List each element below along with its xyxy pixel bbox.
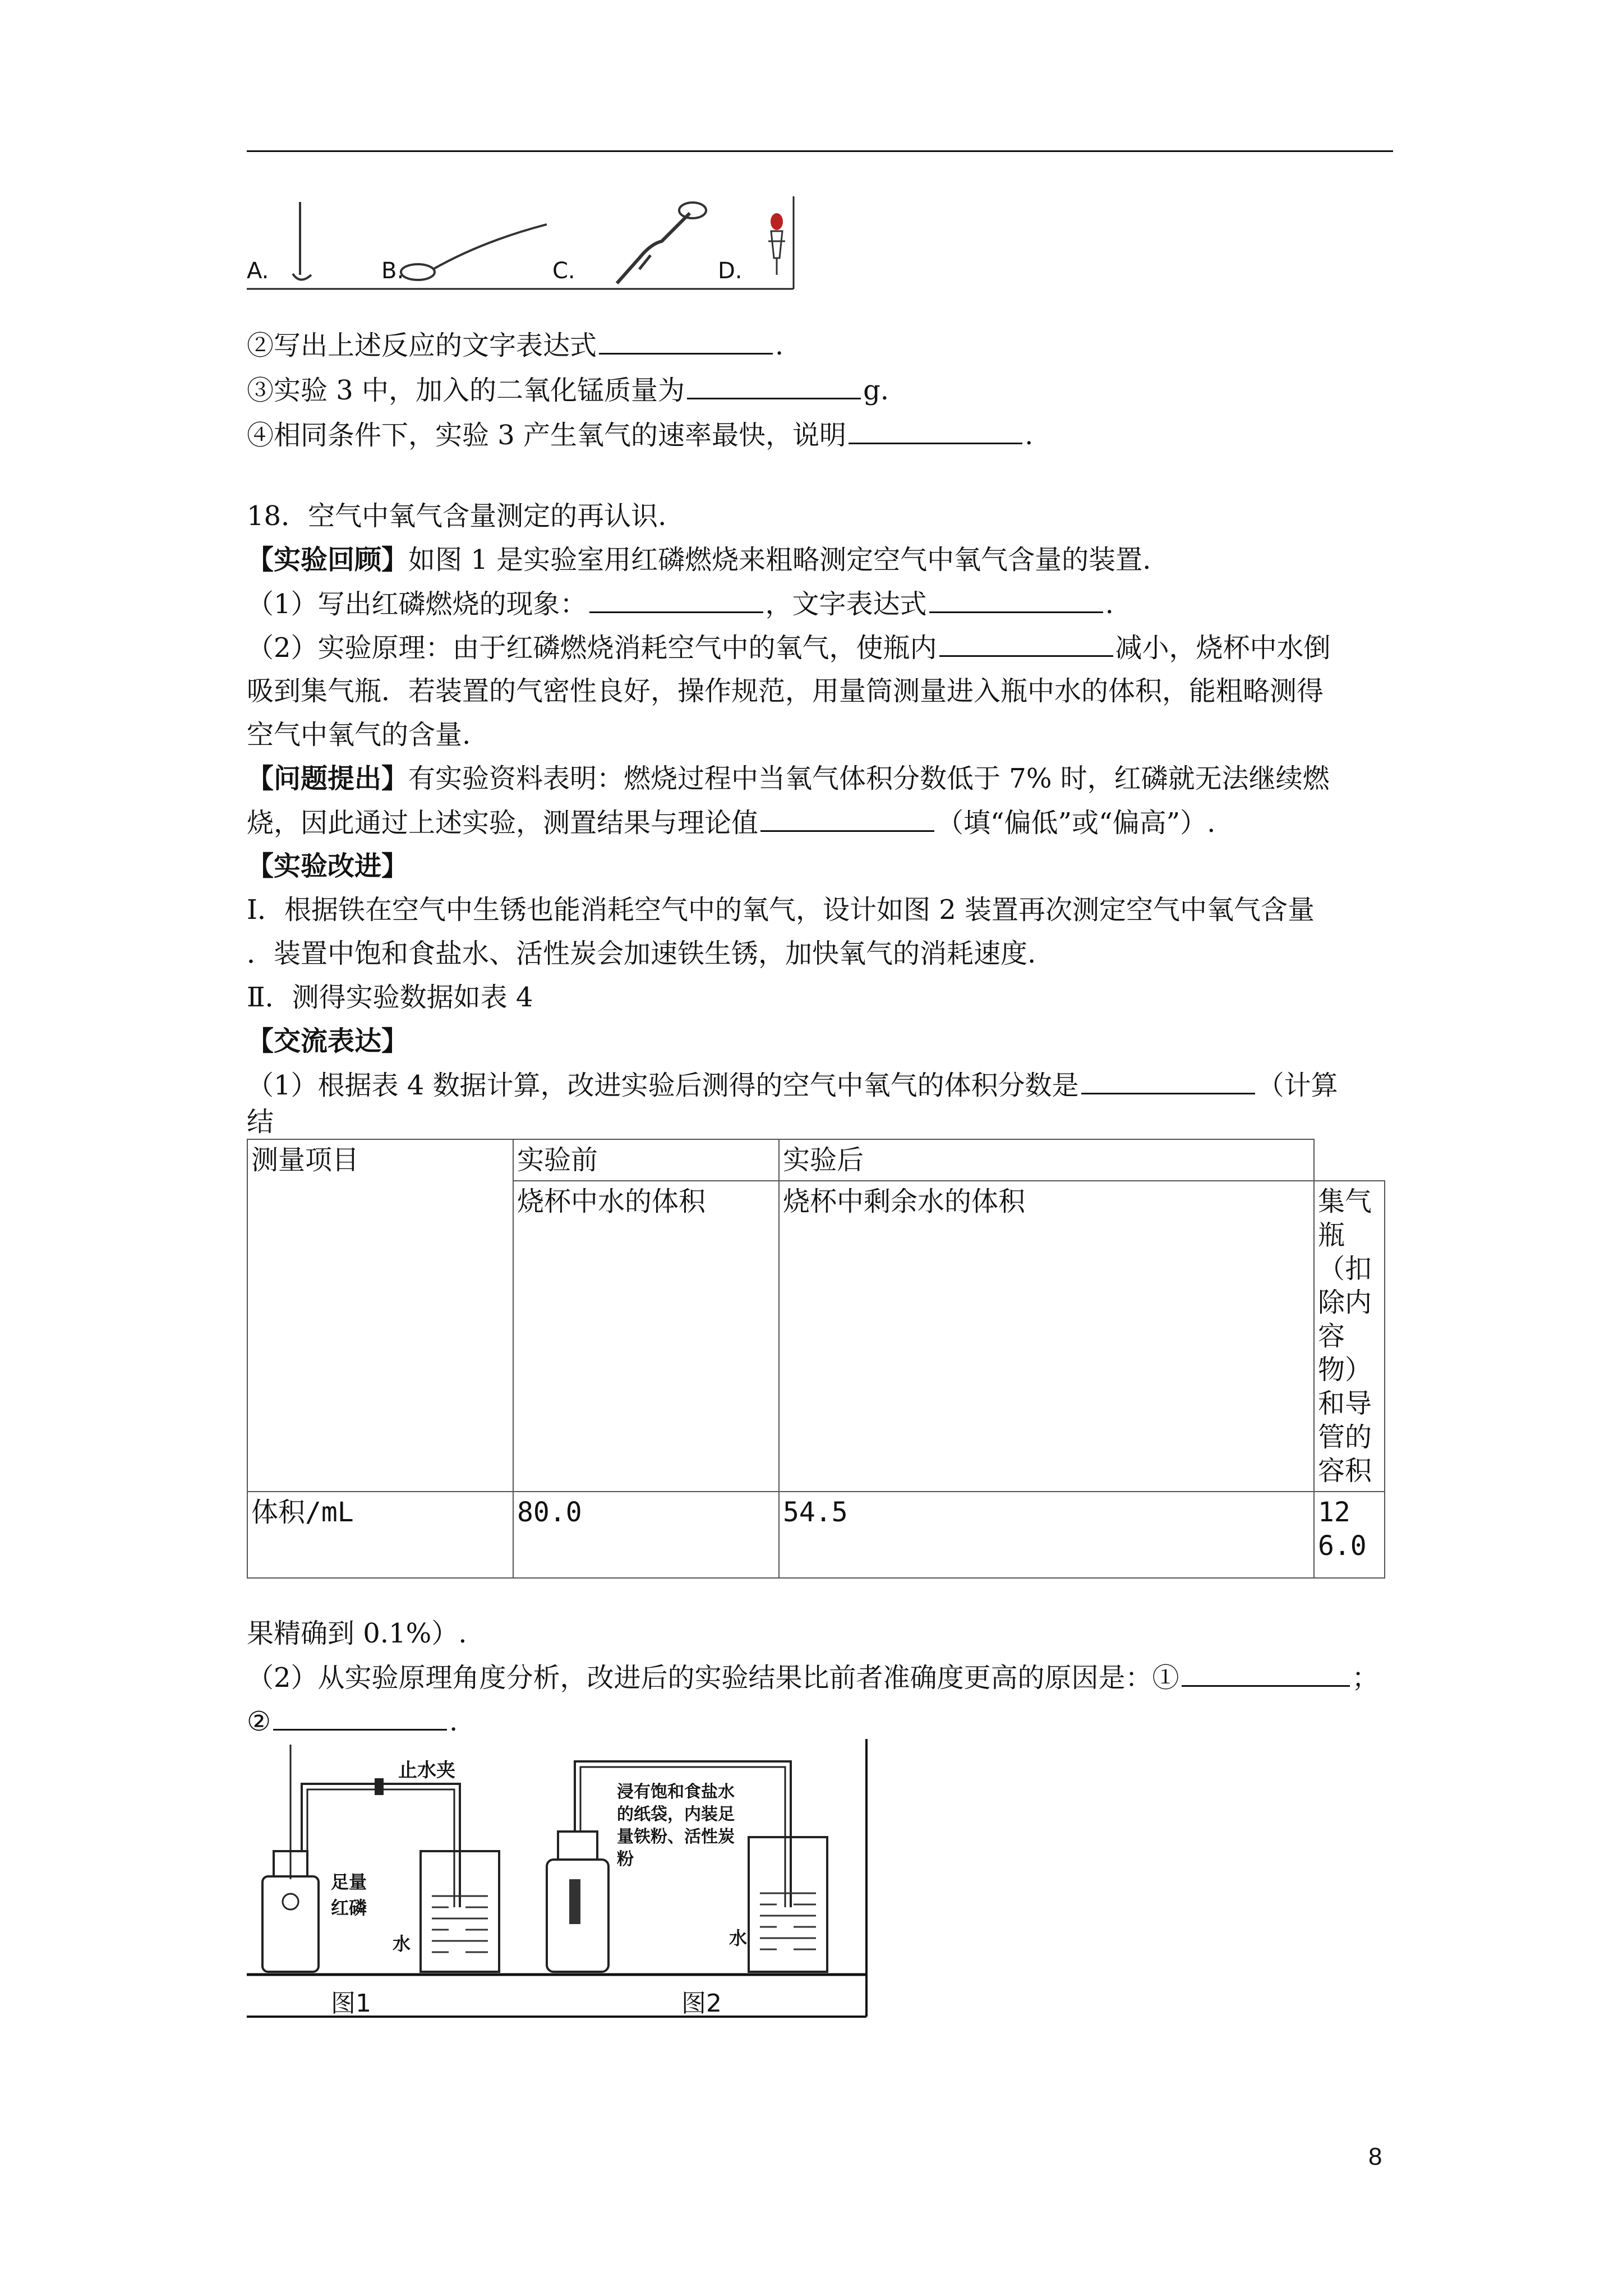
question-4-end: . <box>1025 420 1034 451</box>
question-2-end: . <box>775 330 784 361</box>
table-row <box>247 1492 1385 1578</box>
improve-2: Ⅱ．测得实验数据如表 4 <box>247 982 533 1013</box>
question-18-title: 18．空气中氧气含量测定的再认识. <box>247 500 667 532</box>
tool-label-d: D. <box>718 258 743 284</box>
answer-blank <box>760 806 934 832</box>
part-2-line-1 <box>247 631 1331 665</box>
exchange-2-end: . <box>449 1706 458 1737</box>
figure-2-water-label: 水 <box>729 1927 748 1949</box>
table-cell: 126.0 <box>1314 1492 1385 1578</box>
answer-blank <box>1081 1068 1255 1094</box>
answer-blank <box>1182 1660 1350 1687</box>
exchange-2-text: （2）从实验原理角度分析，改进后的实验结果比前者准确度更高的原因是：① <box>247 1662 1179 1694</box>
part-2-text: （2）实验原理：由于红磷燃烧消耗空气中的氧气，使瓶内 <box>247 632 937 664</box>
answer-blank <box>273 1704 447 1731</box>
table-cell <box>1314 1139 1385 1181</box>
exchange-1 <box>247 1068 1338 1102</box>
question-3-text: ③实验 3 中，加入的二氧化锰质量为 <box>247 375 685 406</box>
section-heading: 【实验改进】 <box>247 850 409 882</box>
exchange-2 <box>247 1660 1379 1695</box>
table-cell: 体积/mL <box>247 1492 513 1578</box>
lab-tools-illustration <box>247 191 796 292</box>
figure-1-caption: 图1 <box>331 1989 371 2018</box>
exchange-2-end: ； <box>1352 1662 1379 1694</box>
section-text: 如图 1 是实验室用红磷燃烧来粗略测定空气中氧气含量的装置. <box>408 544 1151 576</box>
part-1 <box>247 587 1114 621</box>
dropper-icon <box>768 213 785 275</box>
figure-1-water-label: 水 <box>393 1933 411 1954</box>
table-cell: 烧杯中剩余水的体积 <box>779 1181 1314 1492</box>
exchange-1-line-2: 结 <box>247 1106 274 1138</box>
question-3 <box>247 373 889 407</box>
figure-2-caption: 图2 <box>681 1989 722 2018</box>
problem-text: 烧，因此通过上述实验，测置结果与理论值 <box>247 807 759 839</box>
crucible-tongs-icon <box>617 203 706 283</box>
table-cell: 80.0 <box>513 1492 779 1578</box>
table-row <box>247 1139 1385 1181</box>
improve-1-line-2: ．装置中饱和食盐水、活性炭会加速铁生锈，加快氧气的消耗速度. <box>247 938 1036 969</box>
water-clamp-icon <box>375 1778 384 1795</box>
figure-2-note-label: 浸有饱和食盐水的纸袋，内装足量铁粉、活性炭粉 <box>617 1782 735 1869</box>
medicine-spoon-icon <box>401 224 547 280</box>
table-cell: 集气瓶（扣除内容物）和导管的容积 <box>1314 1181 1385 1492</box>
question-2 <box>247 328 783 362</box>
table-cell: 测量项目 <box>247 1139 513 1492</box>
after-table: 果精确到 0.1%）. <box>247 1618 467 1649</box>
tool-label-b: B. <box>381 258 404 284</box>
figure-1-phosphorus-label: 足量红磷 <box>331 1871 367 1918</box>
answer-blank <box>589 587 763 613</box>
answer-blank <box>599 328 773 355</box>
improve-1-line-1: Ⅰ．根据铁在空气中生锈也能消耗空气中的氧气，设计如图 2 装置再次测定空气中氧气含量 <box>247 894 1315 926</box>
page-number: 8 <box>1368 2143 1382 2170</box>
part-1-text-b: ，文字表达式 <box>765 588 927 620</box>
problem-line-2 <box>247 806 1215 840</box>
table-cell: 实验后 <box>779 1139 1314 1181</box>
question-2-text: ②写出上述反应的文字表达式 <box>247 330 597 361</box>
tool-label-a: A. <box>247 258 269 284</box>
part-2-line-3: 空气中氧气的含量. <box>247 719 471 751</box>
problem-text-b: （填“偏低”或“偏高”）. <box>937 807 1216 839</box>
answer-blank <box>929 587 1103 613</box>
exchange-1-text-b: （计算 <box>1257 1070 1338 1101</box>
question-3-end: g. <box>863 375 889 406</box>
experiment-review <box>247 543 1151 577</box>
problem-line-1 <box>247 762 1330 795</box>
part-2-text-b: 减小，烧杯中水倒 <box>1115 632 1331 664</box>
paper-bag-icon <box>569 1879 580 1924</box>
table-cell: 实验前 <box>513 1139 779 1181</box>
data-table <box>247 1139 1385 1579</box>
tool-label-c: C. <box>552 258 575 284</box>
figure-1-clamp-label: 止水夹 <box>398 1759 455 1782</box>
answer-blank <box>939 631 1113 657</box>
answer-blank <box>849 418 1022 444</box>
part-1-text: （1）写出红磷燃烧的现象： <box>247 588 587 620</box>
section-heading: 【问题提出】 <box>247 763 409 794</box>
question-4-text: ④相同条件下，实验 3 产生氧气的速率最快，说明 <box>247 420 847 451</box>
figure-1-apparatus <box>262 1745 499 1972</box>
exchange-2-text: ② <box>247 1706 271 1737</box>
section-heading: 【交流表达】 <box>247 1025 409 1057</box>
section-text: 有实验资料表明：燃烧过程中当氧气体积分数低于 7% 时，红磷就无法继续燃 <box>408 763 1330 794</box>
exchange-2-line-2 <box>247 1704 458 1738</box>
header-rule <box>247 150 1393 152</box>
answer-blank <box>687 373 861 399</box>
combustion-spoon-icon <box>293 202 311 280</box>
table-cell: 54.5 <box>779 1492 1314 1578</box>
question-4 <box>247 418 1033 452</box>
table-cell: 烧杯中水的体积 <box>513 1181 779 1492</box>
section-heading: 【实验回顾】 <box>247 544 409 576</box>
exchange-1-text: （1）根据表 4 数据计算，改进实验后测得的空气中氧气的体积分数是 <box>247 1070 1079 1101</box>
part-1-end: . <box>1105 588 1114 620</box>
part-2-line-2: 吸到集气瓶．若装置的气密性良好，操作规范，用量筒测量进入瓶中水的体积，能粗略测得 <box>247 675 1324 707</box>
